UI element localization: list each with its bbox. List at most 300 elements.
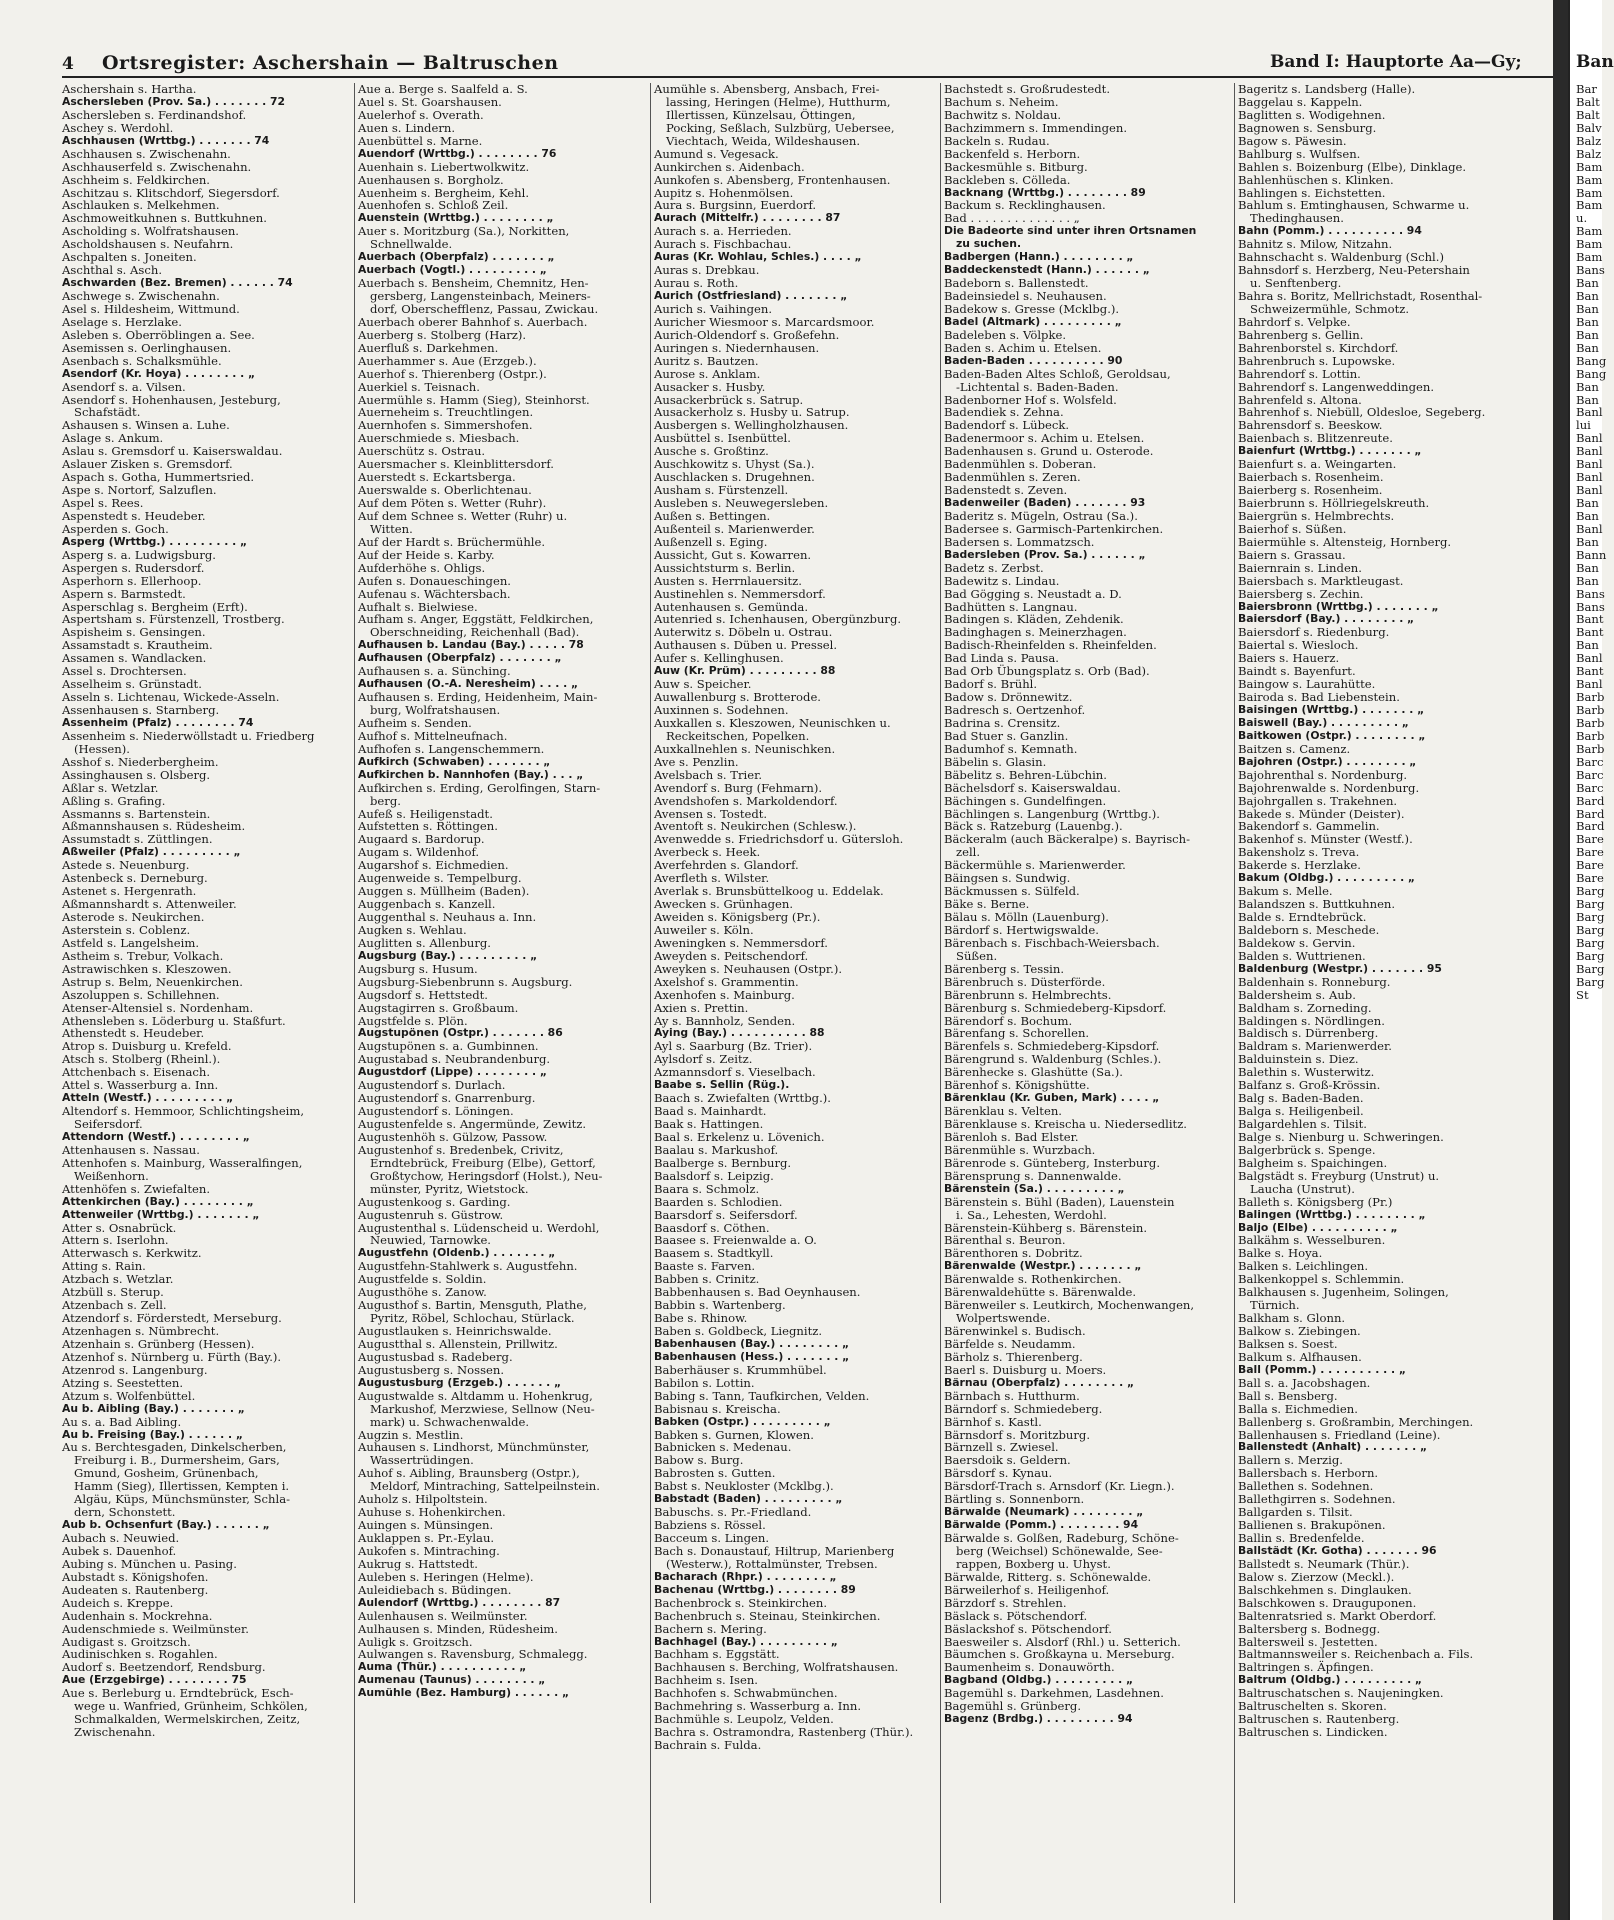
index-entry: Bächlingen s. Langenburg (Wrttbg.). [944,806,1160,821]
index-entry-main-place: Aumühle (Bez. Hamburg) . . . . . . „ [358,1686,570,1700]
index-entry: Axien s. Prettin. [654,1000,749,1015]
column-divider [940,83,941,1903]
index-entry: Balkow s. Ziebingen. [1238,1324,1361,1338]
index-entry: Avenwedde s. Friedrichsdorf u. Gütersloh. [654,832,904,847]
index-entry: Bäingsen s. Sundwig. [944,871,1071,886]
index-entry: Augustfehn-Stahlwerk s. Augustfehn. [358,1259,578,1274]
index-entry: Bachzimmern s. Immendingen. [944,120,1127,135]
index-entry-main-place: Bärenstein (Sa.) . . . . . . . . . „ [944,1181,1125,1195]
index-entry: Bachum s. Neheim. [944,94,1059,109]
index-entry: Badewitz s. Lindau. [944,573,1060,588]
index-entry: Baldisch s. Dürrenberg. [1238,1026,1379,1041]
index-entry: Badeleben s. Völpke. [944,327,1067,342]
next-page-fragment: Bam [1576,250,1603,265]
index-entry: Aselage s. Herzlake. [62,314,182,329]
index-entry-main-place: Au b. Aibling (Bay.) . . . . . . . „ [62,1401,245,1415]
index-entry-main-place: Asendorf (Kr. Hoya) . . . . . . . . „ [62,366,256,380]
index-entry: Bächingen s. Gundelfingen. [944,793,1107,808]
index-entry-main-place: Die Badeorte sind unter ihren Ortsnamen [944,224,1197,238]
index-entry-continuation: Wolpertswende. [956,1311,1051,1326]
index-entry-continuation: Schnellwalde. [370,237,453,252]
index-entry: Aue s. Berleburg u. Erndtebrück, Esch- [62,1686,294,1701]
next-page-fragment: Bard [1576,806,1605,821]
index-entry: Badenermoor s. Achim u. Etelsen. [944,431,1145,446]
index-entry: Baak s. Hattingen. [654,1117,764,1131]
index-entry: Babben s. Crinitz. [654,1272,760,1287]
index-entry-main-place: Aumenau (Taunus) . . . . . . . . „ [358,1673,546,1687]
index-entry: Athensleben s. Löderburg u. Staßfurt. [62,1013,286,1028]
index-entry: Bachmühle s. Leupolz, Velden. [654,1712,834,1727]
index-entry: Auras s. Drebkau. [654,263,760,278]
index-entry: Aschlauken s. Melkehmen. [62,198,220,213]
index-entry: Auleidiebach s. Büdingen. [358,1582,512,1597]
index-entry: Aussicht, Gut s. Kowarren. [654,547,812,562]
page-gutter [1553,0,1568,1920]
index-entry-continuation: (Westerw.), Rottalmünster, Trebsen. [666,1556,878,1571]
index-entry: Aurich s. Vaihingen. [654,301,773,316]
index-entry: Bahnitz s. Milow, Nitzahn. [1238,237,1393,252]
next-page-band-heading: Ban [1576,52,1614,72]
index-entry: Bäckermühle s. Marienwerder. [944,858,1126,873]
index-entry-continuation: Türnich. [1250,1298,1300,1313]
index-entry: Baasee s. Freienwalde a. O. [654,1233,817,1248]
index-entry: Bäbelin s. Glasin. [944,754,1047,769]
index-entry: Auhuse s. Hohenkirchen. [358,1505,506,1520]
column-divider [354,83,355,1903]
index-entry: Asendorf s. a. Vilsen. [62,379,186,394]
index-entry: Badeinsiedel s. Neuhausen. [944,289,1107,303]
index-entry: Aspern s. Barmstedt. [62,586,186,601]
index-entry: Attenhausen s. Nassau. [62,1142,200,1157]
index-entry: Badumhof s. Kemnath. [944,741,1078,756]
index-entry: Augustenruh s. Güstrow. [358,1207,504,1222]
next-page-fragment: Banl [1576,405,1603,420]
index-entry: Assumstadt s. Züttlingen. [62,832,213,847]
index-entry: Baiers s. Hauerz. [1238,651,1340,666]
next-page-fragment: Ban [1576,314,1599,329]
index-entry-main-place: Atteln (Westf.) . . . . . . . . . „ [62,1091,234,1105]
index-entry: Bärenhof s. Königshütte. [944,1078,1090,1093]
next-page-fragment: Barc [1576,754,1604,769]
index-entry: Badinghagen s. Meinerzhagen. [944,625,1127,640]
index-entry: Auxinnen s. Sodehnen. [654,703,789,717]
index-entry: Aufhalt s. Bielwiese. [358,599,478,614]
index-entry: Babow s. Burg. [654,1453,744,1468]
index-entry: Bärwalde, Ritterg. s. Schönewalde. [944,1569,1152,1584]
index-entry: Atterwasch s. Kerkwitz. [62,1246,202,1261]
index-entry-main-place: Attenkirchen (Bay.) . . . . . . . . „ [62,1194,254,1208]
index-entry: Augustenkoog s. Garding. [358,1194,511,1209]
index-entry: Audeich s. Kreppe. [62,1595,174,1610]
index-entry: Bärenrode s. Günteberg, Insterburg. [944,1155,1161,1170]
index-entry-continuation: Wassertrüdingen. [370,1453,474,1468]
index-entry: Bärwalde s. Golßen, Radeburg, Schöne- [944,1531,1179,1545]
index-entry: Ball s. Bensberg. [1238,1388,1338,1403]
next-page-fragment: Ban [1576,534,1599,549]
index-entry: Backeln s. Rudau. [944,133,1050,148]
index-entry: Bagemühl s. Grünberg. [944,1699,1082,1714]
index-entry: Bad Stuer s. Ganzlin. [944,728,1069,743]
index-entry: Bahnschacht s. Waldenburg (Schl.) [1238,250,1444,265]
index-entry: Baarsdorf s. Seifersdorf. [654,1207,798,1222]
index-entry-main-place: Auw (Kr. Prüm) . . . . . . . . . 88 [654,664,836,678]
index-entry-continuation: -Lichtental s. Baden-Baden. [956,379,1119,394]
next-page-fragment: Barg [1576,948,1605,963]
next-page-fragment: Bans [1576,599,1605,614]
next-page-fragment: Balv [1576,120,1602,135]
next-page-fragment: Ban [1576,496,1599,510]
index-entry-continuation: Süßen. [956,948,998,963]
index-entry: Aufenau s. Wächtersbach. [358,586,511,601]
index-entry-main-place: Aschhausen (Wrttbg.) . . . . . . . 74 [62,133,270,147]
index-entry: Austinehlen s. Nemmersdorf. [654,586,826,601]
index-entry-main-place: Ballenstedt (Anhalt) . . . . . . . „ [1238,1440,1428,1454]
index-entry: Balgerbrück s. Spenge. [1238,1142,1376,1157]
index-entry: Bach s. Donaustauf, Hiltrup, Marienberg [654,1543,895,1558]
index-entry-continuation: Witten. [370,521,413,536]
index-entry-continuation: mark) u. Schwachenwalde. [370,1414,530,1429]
index-entry: Auenbüttel s. Marne. [358,133,483,148]
index-entry: Baindt s. Bayenfurt. [1238,664,1356,679]
index-entry: Aßmannshardt s. Attenweiler. [62,897,237,912]
next-page-fragment: Bant [1576,664,1604,679]
index-entry: Bakerde s. Herzlake. [1238,858,1361,873]
index-entry: Bagnowen s. Sensburg. [1238,120,1377,135]
index-entry: Balduinstein s. Diez. [1238,1052,1359,1067]
index-entry: Aweyden s. Peitschendorf. [654,948,809,963]
index-entry: Astheim s. Trebur, Volkach. [62,948,224,963]
index-entry: Badresch s. Oertzenhof. [944,703,1086,717]
index-entry: Attenhöfen s. Zwiefalten. [62,1181,211,1196]
index-entry-main-place: Baldenburg (Westpr.) . . . . . . . 95 [1238,961,1442,975]
index-entry: Asterstein s. Coblenz. [62,922,191,937]
next-page-fragment: Bam [1576,185,1603,200]
index-entry: Altendorf s. Hemmoor, Schlichtingsheim, [62,1104,305,1119]
index-entry: Atzenhain s. Grünberg (Hessen). [62,1336,255,1351]
index-entry-continuation: Viechtach, Weida, Wildeshausen. [666,133,861,148]
index-entry: Auel s. St. Goarshausen. [358,94,502,109]
page-header [62,52,1562,78]
index-entry-continuation: Pocking, Seßlach, Sulzbürg, Uebersee, [666,120,895,135]
index-entry: Auenhausen s. Borgholz. [358,172,504,187]
index-entry: Baderitz s. Mügeln, Ostrau (Sa.). [944,508,1138,523]
index-entry: Astenbeck s. Derneburg. [62,871,208,886]
index-entry-main-place: Auenstein (Wrttbg.) . . . . . . . . „ [358,211,554,225]
index-entry: Aumund s. Vegesack. [654,146,779,161]
index-entry: Aubstadt s. Königshofen. [62,1569,209,1584]
index-entry: Bahrenberg s. Gellin. [1238,327,1364,342]
index-entry: Axenhofen s. Mainburg. [654,987,795,1002]
next-page-fragment: Bare [1576,871,1604,886]
index-entry-continuation: Oberschneiding, Reichenhall (Bad). [370,625,580,640]
index-entry: Baltersweil s. Jestetten. [1238,1634,1378,1649]
index-entry-main-place: Badel (Altmark) . . . . . . . . . „ [944,314,1122,328]
index-entry: Bärzdorf s. Strehlen. [944,1595,1067,1610]
index-entry-main-place: Baltrum (Oldbg.) . . . . . . . . . „ [1238,1673,1423,1687]
column-divider [1234,83,1235,1903]
index-entry: Aweningken s. Nemmersdorf. [654,935,828,950]
index-entry: Baltenratsried s. Markt Oberdorf. [1238,1608,1437,1623]
index-entry: Aschthal s. Asch. [62,263,163,278]
index-entry: Bächelsdorf s. Kaiserswaldau. [944,780,1121,795]
index-entry: Asseln s. Lichtenau, Wickede-Asseln. [62,690,280,705]
index-entry: Bärendorf s. Bochum. [944,1013,1073,1028]
index-entry: Bärenmühle s. Wurzbach. [944,1142,1096,1157]
index-entry-main-place: Aufhausen b. Landau (Bay.) . . . . . 78 [358,638,584,652]
index-column-3 [654,83,938,1752]
index-entry: Ave s. Penzlin. [654,754,739,769]
index-entry: Asterode s. Neukirchen. [62,910,205,924]
index-entry: Au s. Berchtesgaden, Dinkelscherben, [62,1440,287,1455]
next-page-fragment: Banl [1576,444,1603,459]
next-page-fragment: Bare [1576,832,1604,847]
index-entry: Asleben s. Oberröblingen a. See. [62,327,255,342]
index-entry: Bagow s. Päwesin. [1238,133,1347,148]
index-entry: Ausackerholz s. Husby u. Satrup. [654,405,850,420]
index-entry: Balg s. Baden-Baden. [1238,1091,1364,1106]
index-entry: Babbin s. Wartenberg. [654,1298,786,1313]
index-entry-main-place: Babenhausen (Bay.) . . . . . . . . „ [654,1336,850,1350]
index-entry-main-place: Bärwalde (Neumark) . . . . . . . . „ [944,1505,1144,1519]
index-entry: Bacceum s. Lingen. [654,1531,770,1545]
index-entry: Averbeck s. Heek. [654,845,761,860]
next-page-fragment: Barc [1576,767,1604,782]
index-entry: Auerschmiede s. Miesbach. [358,431,520,446]
index-entry-continuation: Erndtebrück, Freiburg (Elbe), Gettorf, [370,1155,596,1170]
index-entry: Augustenthal s. Lüdenscheid u. Werdohl, [358,1220,600,1235]
index-entry: Aschitzau s. Klitschdorf, Siegersdorf. [62,185,280,200]
index-entry: Bäbelitz s. Behren-Lübchin. [944,767,1107,782]
index-entry: Bärndorf s. Schmiedeberg. [944,1401,1103,1416]
index-entry-main-place: Ballstädt (Kr. Gotha) . . . . . . . 96 [1238,1543,1437,1557]
index-entry: Audigast s. Groitzsch. [62,1634,191,1649]
index-entry: Bageritz s. Landsberg (Halle). [1238,82,1416,96]
index-entry: Bakendorf s. Gammelin. [1238,819,1380,834]
index-entry: Balfanz s. Groß-Krössin. [1238,1078,1381,1093]
index-entry: Baalberge s. Bernburg. [654,1155,792,1170]
index-entry-main-place: Baiswell (Bay.) . . . . . . . . . „ [1238,715,1409,729]
index-entry-main-place: Attendorn (Westf.) . . . . . . . . „ [62,1129,250,1143]
index-entry-main-place: Aue (Erzgebirge) . . . . . . . . 75 [62,1673,247,1687]
index-entry: Avendorf s. Burg (Fehmarn). [654,780,823,795]
index-entry-continuation: berg. [370,793,401,808]
index-entry-main-place: Baabe s. Sellin (Rüg.). [654,1078,790,1092]
next-page-fragment: Balt [1576,94,1600,109]
next-page-fragment: Balt [1576,107,1600,122]
index-entry: Auf dem Schnee s. Wetter (Ruhr) u. [358,508,568,523]
index-entry: Baierberg s. Rosenheim. [1238,483,1383,498]
index-entry: Bahnsdorf s. Herzberg, Neu-Petershain [1238,263,1470,278]
index-entry: Austen s. Herrnlauersitz. [654,573,802,588]
index-entry-continuation: berg (Weichsel) Schönewalde, See- [956,1543,1163,1558]
index-entry: Aufer s. Kellinghusen. [654,651,784,666]
index-entry: Bachenbruch s. Steinau, Steinkirchen. [654,1608,881,1623]
index-entry: Bahlum s. Emtinghausen, Schwarme u. [1238,198,1470,213]
index-entry-main-place: Auerbach (Vogtl.) . . . . . . . . . „ [358,263,547,277]
next-page-fragment: Barg [1576,974,1605,989]
index-entry-main-place: Aub b. Ochsenfurt (Bay.) . . . . . . „ [62,1518,270,1532]
index-entry: Audenschmiede s. Weilmünster. [62,1621,249,1636]
index-entry: Bad Gögging s. Neustadt a. D. [944,586,1122,601]
index-entry: Aukofen s. Mintraching. [358,1543,500,1558]
index-entry: Bahrensdorf s. Beeskow. [1238,418,1383,433]
index-entry: Auerschütz s. Ostrau. [358,444,486,459]
index-entry: Bärnsdorf s. Moritzburg. [944,1427,1091,1442]
index-entry: Assel s. Drochtersen. [62,664,187,679]
index-entry: Aufkirchen s. Erding, Gerolfingen, Starn- [358,780,601,795]
next-page-fragment: Bam [1576,224,1603,239]
index-entry: Ballgarden s. Tilsit. [1238,1505,1353,1520]
index-entry: Bakum s. Melle. [1238,884,1333,899]
index-entry: Augusthof s. Bartin, Mensguth, Plathe, [358,1298,587,1313]
index-entry: Baierbrunn s. Höllriegelskreuth. [1238,496,1430,510]
index-entry: Baara s. Schmolz. [654,1181,760,1196]
index-entry: Ausleben s. Neuwegersleben. [654,496,829,510]
index-entry: Aßmannshausen s. Rüdesheim. [62,819,246,834]
index-entry: Asemissen s. Oerlinghausen. [62,340,232,355]
index-entry: Azmannsdorf s. Vieselbach. [654,1065,816,1080]
index-entry-main-place: Ball (Pomm.) . . . . . . . . . . „ [1238,1362,1406,1376]
index-entry: Bajohrenthal s. Nordenburg. [1238,767,1408,782]
index-entry: Aulhausen s. Minden, Rüdesheim. [358,1621,558,1636]
index-entry: Bahlburg s. Wulfsen. [1238,146,1361,161]
index-entry: Bajohrenwalde s. Nordenburg. [1238,780,1420,795]
index-entry-continuation: Markushof, Merzwiese, Sellnow (Neu- [370,1401,595,1416]
index-entry: Aschershain s. Hartha. [62,82,197,96]
index-entry: Bagemühl s. Darkehmen, Lasdehnen. [944,1686,1164,1701]
index-entry: Baingow s. Laurahütte. [1238,677,1376,692]
index-entry: Baiersberg s. Zechin. [1238,586,1364,601]
index-entry-main-place: Bagenz (Brdbg.) . . . . . . . . . 94 [944,1712,1133,1726]
index-entry: Bärenfang s. Schorellen. [944,1026,1090,1041]
index-entry: Aslauer Zisken s. Gremsdorf. [62,457,233,472]
index-entry-continuation: lassing, Heringen (Helme), Hutthurm, [666,94,891,109]
index-entry: Balkhausen s. Jugenheim, Solingen, [1238,1285,1449,1300]
index-entry: Aßling s. Grafing. [62,793,166,808]
index-entry-main-place: Baddeckenstedt (Hann.) . . . . . . „ [944,263,1150,277]
index-entry-continuation: wege u. Wanfried, Grünheim, Schkölen, [74,1699,308,1714]
index-entry: Authausen s. Düben u. Pressel. [654,638,838,653]
index-entry: Baasdorf s. Cöthen. [654,1220,770,1235]
index-entry: Auschlacken s. Drugehnen. [654,470,815,485]
index-entry: Bakede s. Münder (Deister). [1238,806,1405,821]
index-entry: Babst s. Neukloster (Mcklbg.). [654,1479,834,1494]
index-entry: Augustlauken s. Heinrichswalde. [358,1324,552,1338]
index-entry: Bahrenhof s. Niebüll, Oldesloe, Segeberg. [1238,405,1486,420]
index-entry: Ballstedt s. Neumark (Thür.). [1238,1556,1410,1571]
index-entry: Baiernrain s. Linden. [1238,560,1362,575]
index-entry: Bärenthal s. Beuron. [944,1233,1066,1248]
index-entry: Aszoluppen s. Schillehnen. [62,987,220,1002]
next-page-fragment: Barb [1576,741,1605,756]
index-entry: Aulwangen s. Ravensburg, Schmalegg. [358,1647,588,1662]
index-entry: Ballenhausen s. Friedland (Leine). [1238,1427,1441,1442]
index-column-2 [358,83,648,1700]
index-entry: Ascholdshausen s. Neufahrn. [62,237,234,252]
index-entry: Autenhausen s. Gemünda. [654,599,809,614]
index-entry: Baiersbach s. Marktleugast. [1238,573,1404,588]
index-entry: Augustendorf s. Durlach. [358,1078,506,1093]
index-entry-main-place: Augustfehn (Oldenb.) . . . . . . . „ [358,1246,556,1260]
index-entry: Aufderhöhe s. Ohligs. [358,560,486,575]
index-entry: Backesmühle s. Bitburg. [944,159,1088,174]
index-entry: Balla s. Eichmedien. [1238,1401,1358,1416]
index-entry: Baldram s. Marienwerder. [1238,1039,1392,1054]
index-entry: Auerkiel s. Teisnach. [358,379,480,394]
next-page-fragment: Banl [1576,483,1603,498]
index-entry: Bakensholz s. Treva. [1238,845,1360,860]
index-entry: Aschpalten s. Joneiten. [62,250,197,265]
index-entry: Ashausen s. Winsen a. Luhe. [62,418,230,433]
index-entry: Baal s. Erkelenz u. Lövenich. [654,1129,825,1144]
next-page-fragment: Ban [1576,508,1599,523]
index-entry: Aufen s. Donaueschingen. [358,573,511,588]
index-entry: Bärenweiler s. Leutkirch, Mochenwangen, [944,1298,1195,1313]
column-divider [650,83,651,1903]
index-entry: Auerbach s. Bensheim, Chemnitz, Hen- [358,276,589,291]
index-entry: Ballethen s. Sodehnen. [1238,1479,1374,1494]
index-entry-continuation: Thedinghausen. [1250,211,1344,226]
index-entry: Balethin s. Wusterwitz. [1238,1065,1375,1080]
index-entry: Aspel s. Rees. [62,496,144,510]
index-entry: Auerbach oberer Bahnhof s. Auerbach. [358,314,588,329]
index-entry-main-place: Badersleben (Prov. Sa.) . . . . . . „ [944,547,1146,561]
index-entry: Baalsdorf s. Leipzig. [654,1168,774,1183]
index-entry: Atzenrod s. Langenburg. [62,1362,208,1377]
index-entry: Backleben s. Cölleda. [944,172,1071,187]
index-entry: Audeaten s. Rautenberg. [62,1582,209,1597]
index-entry: Aufhausen s. a. Sünching. [358,664,511,679]
index-entry: Badrina s. Crensitz. [944,715,1061,730]
index-entry: Ausham s. Fürstenzell. [654,483,789,498]
index-entry: Badingen s. Kläden, Zehdenik. [944,612,1124,627]
next-page-fragment: Banl [1576,521,1603,536]
next-page-fragment: Ban [1576,327,1599,342]
index-entry: Auerfluß s. Darkehmen. [358,340,499,355]
index-entry: Attenhofen s. Mainburg, Wasseralfingen, [62,1155,303,1170]
index-entry-main-place: Bärenwalde (Westpr.) . . . . . . . „ [944,1259,1142,1273]
next-page-fragment: Barb [1576,728,1605,743]
index-entry-continuation: Meldorf, Mintraching, Sattelpeilnstein. [370,1479,600,1494]
index-entry: Bärtling s. Sonnenborn. [944,1492,1085,1507]
next-page-fragment: Barc [1576,780,1604,795]
index-entry-continuation: burg, Wolfratshausen. [370,703,501,717]
index-entry: Bachheim s. Isen. [654,1673,758,1688]
index-entry: Badenstedt s. Zeven. [944,483,1068,498]
index-entry-main-place: Augstupönen (Ostpr.) . . . . . . . 86 [358,1026,563,1040]
index-entry-main-place: Auma (Thür.) . . . . . . . . . . „ [358,1660,527,1674]
next-page-fragment: Barb [1576,703,1605,717]
index-entry: Auggenthal s. Neuhaus a. Inn. [358,910,537,924]
index-entry: Bahrenbruch s. Lupowske. [1238,353,1396,368]
index-entry: Aura s. Burgsinn, Euerdorf. [654,198,817,213]
next-page-fragment: Barg [1576,922,1605,937]
index-entry: Auersmacher s. Kleinblittersdorf. [358,457,554,472]
next-page-fragment: Barg [1576,961,1605,976]
index-entry: Baden s. Achim u. Etelsen. [944,340,1102,355]
index-entry: Baienfurt s. a. Weingarten. [1238,457,1397,472]
index-entry: Bärnhof s. Kastl. [944,1414,1042,1429]
index-entry-main-place: Bakum (Oldbg.) . . . . . . . . . „ [1238,871,1416,885]
index-entry: Aufhof s. Mittelneufnach. [358,728,508,743]
index-entry: Aspe s. Nortorf, Salzuflen. [62,483,217,498]
index-entry: Badow s. Drönnewitz. [944,690,1073,705]
index-entry: Bakenhof s. Münster (Westf.). [1238,832,1413,847]
index-entry: Baiergrün s. Helmbrechts. [1238,508,1395,523]
index-entry-main-place: Baisingen (Wrttbg.) . . . . . . . „ [1238,703,1425,716]
index-entry: Atzbüll s. Sterup. [62,1285,164,1300]
index-entry: Bärnzell s. Zwiesel. [944,1440,1059,1455]
